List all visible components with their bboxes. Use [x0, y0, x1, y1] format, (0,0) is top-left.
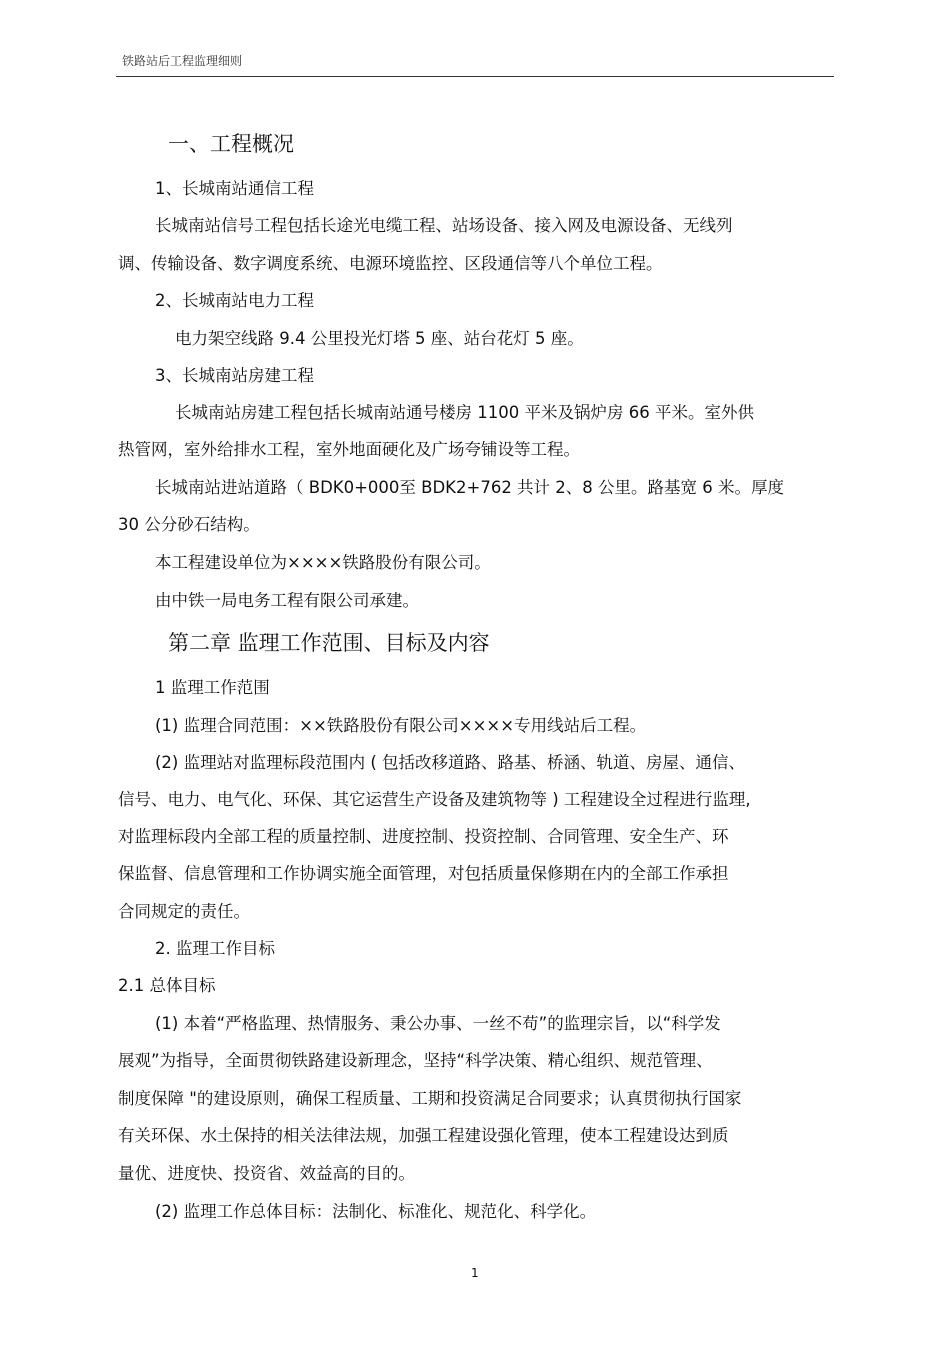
paragraph-line: (1) 本着“严格监理、热情服务、秉公办事、一丝不苟”的监理宗旨，以“科学发	[155, 1014, 721, 1033]
paragraph-line: 调、传输设备、数字调度系统、电源环境监控、区段通信等八个单位工程。	[118, 254, 663, 273]
running-header: 铁路站后工程监理细则	[122, 54, 243, 68]
paragraph-line: 合同规定的责任。	[118, 902, 250, 921]
paragraph-line: (2) 监理工作总体目标：法制化、标准化、规范化、科学化。	[155, 1202, 597, 1221]
chapter-heading: 第二章 监理工作范围、目标及内容	[168, 631, 490, 655]
paragraph-line: 长城南站进站道路（ BDK0+000至 BDK2+762 共计 2、8 公里。路基宽 6 米。厚度	[155, 478, 785, 497]
page-number: 1	[471, 1266, 479, 1280]
subheading: 3、长城南站房建工程	[155, 366, 314, 385]
subheading: 2.1 总体目标	[118, 976, 216, 995]
subheading: 1 监理工作范围	[155, 678, 270, 697]
subheading: 1、长城南站通信工程	[155, 179, 314, 198]
header-rule	[116, 76, 834, 77]
paragraph-line: 由中铁一局电务工程有限公司承建。	[155, 591, 419, 610]
paragraph-line: 30 公分砂石结构。	[118, 515, 260, 534]
paragraph-line: 电力架空线路 9.4 公里投光灯塔 5 座、站台花灯 5 座。	[175, 329, 584, 348]
paragraph-line: 长城南站信号工程包括长途光电缆工程、站场设备、接入网及电源设备、无线列	[155, 216, 733, 235]
subheading: 2、长城南站电力工程	[155, 291, 314, 310]
paragraph-line: (2) 监理站对监理标段范围内 ( 包括改移道路、路基、桥涵、轨道、房屋、通信、	[155, 753, 746, 772]
section-heading: 一、工程概况	[168, 132, 294, 156]
paragraph-line: 制度保障 "的建设原则，确保工程质量、工期和投资满足合同要求；认真贯彻执行国家	[118, 1089, 742, 1108]
paragraph-line: 展观”为指导，全面贯彻铁路建设新理念，坚持“科学决策、精心组织、规范管理、	[118, 1051, 713, 1070]
paragraph-line: 保监督、信息管理和工作协调实施全面管理，对包括质量保修期在内的全部工作承担	[118, 864, 729, 883]
paragraph-line: 有关环保、水土保持的相关法律法规，加强工程建设强化管理，使本工程建设达到质	[118, 1126, 729, 1145]
paragraph-line: (1) 监理合同范围：××铁路股份有限公司××××专用线站后工程。	[155, 716, 647, 735]
paragraph-line: 量优、进度快、投资省、效益高的目的。	[118, 1164, 415, 1183]
paragraph-line: 对监理标段内全部工程的质量控制、进度控制、投资控制、合同管理、安全生产、环	[118, 827, 729, 846]
paragraph-line: 热管网，室外给排水工程，室外地面硬化及广场夸铺设等工程。	[118, 440, 580, 459]
paragraph-line: 信号、电力、电气化、环保、其它运营生产设备及建筑物等 ) 工程建设全过程进行监理,	[118, 790, 751, 809]
paragraph-line: 长城南站房建工程包括长城南站通号楼房 1100 平米及锅炉房 66 平米。室外供	[175, 403, 754, 422]
paragraph-line: 本工程建设单位为××××铁路股份有限公司。	[155, 553, 491, 572]
subheading: 2. 监理工作目标	[155, 939, 275, 958]
